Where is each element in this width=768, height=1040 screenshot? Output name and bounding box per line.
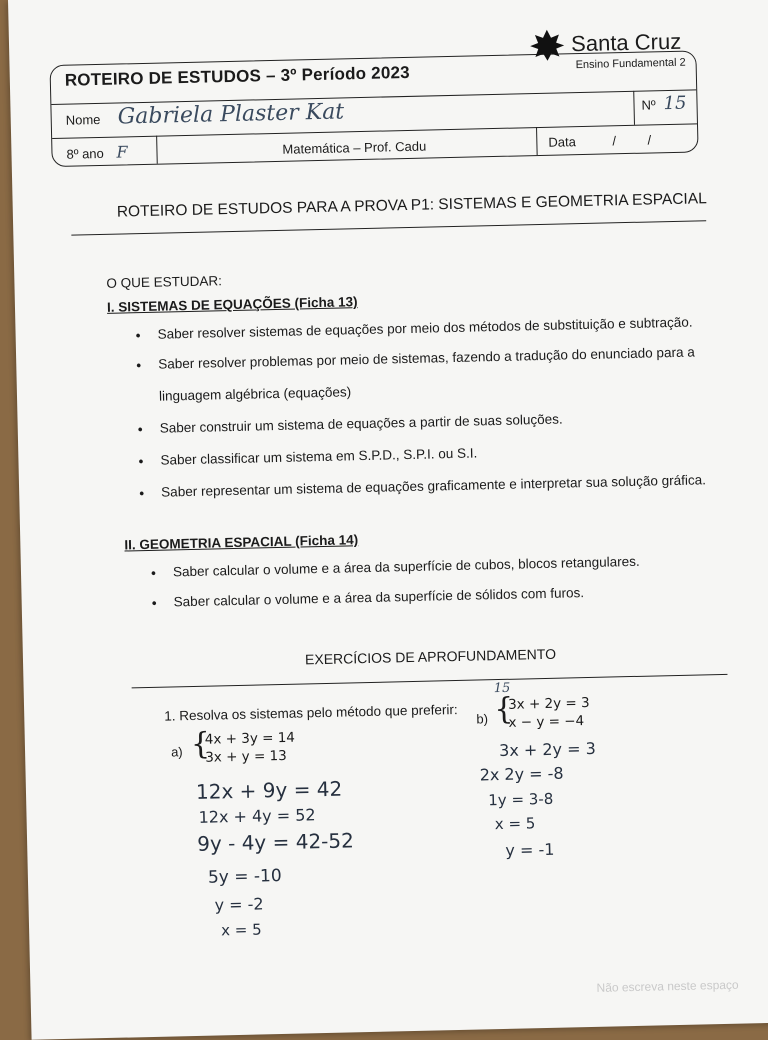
work-a-line-2: 12x + 4y = 52 <box>198 805 316 827</box>
worksheet-page <box>8 0 768 1040</box>
b-equation-2: x − y = −4 <box>508 713 585 731</box>
number-separator <box>633 91 635 125</box>
a-equation-1: 4x + 3y = 14 <box>204 729 296 748</box>
a-equation-2: 3x + y = 13 <box>205 747 287 766</box>
leaf-icon <box>529 27 566 62</box>
header-title-suffix: 3º Período 2023 <box>280 62 410 85</box>
date-label: Data <box>548 134 576 150</box>
item-b-label: b) <box>476 711 489 727</box>
name-handwritten: Gabriela Plaster Kat <box>117 99 345 130</box>
work-b-line-5: y = -1 <box>505 839 555 860</box>
grade-label: 8º ano <box>66 145 104 162</box>
work-a-line-1: 12x + 9y = 42 <box>195 776 343 804</box>
date-value: / / <box>612 132 666 149</box>
b-equation-1: 3x + 2y = 3 <box>507 694 590 713</box>
title-rule <box>71 220 706 235</box>
section1-item-1: • Saber resolver sistemas de equações por meio dos métodos de substituição e subtração. <box>157 315 692 342</box>
header-divider-top <box>51 89 696 105</box>
section1-item-2-cont: linguagem algébrica (equações) <box>158 384 352 404</box>
name-label: Nome <box>65 111 101 128</box>
section1-item-5: • Saber representar um sistema de equações graficamente e interpretar sua solução gráfica. <box>161 472 706 499</box>
work-b-line-4: x = 5 <box>494 814 536 834</box>
work-a-line-4: 5y = -10 <box>207 866 282 888</box>
exercises-title: EXERCÍCIOS DE APROFUNDAMENTO <box>304 645 557 668</box>
work-a-line-6: x = 5 <box>220 920 262 940</box>
brand-logo <box>529 27 566 67</box>
section1-item-3: • Saber construir um sistema de equações a partir de suas soluções. <box>160 412 563 436</box>
brand-name: Santa Cruz <box>570 28 682 57</box>
header-title-prefix: ROTEIRO DE ESTUDOS – <box>64 65 276 90</box>
section1-item-4: • Saber classificar um sistema em S.P.D., S.P.I. ou S.I. <box>160 445 477 467</box>
footer-faint-text: Não escreva neste espaço <box>596 977 739 995</box>
date-separator <box>536 127 538 155</box>
work-b-line-3: 1y = 3-8 <box>488 789 554 810</box>
item-a-label: a) <box>170 744 183 760</box>
work-a-line-5: y = -2 <box>214 894 264 915</box>
main-title: ROTEIRO DE ESTUDOS PARA A PROVA P1: SISTEMAS E GEOMETRIA ESPACIAL <box>116 190 707 221</box>
grade-separator <box>156 136 158 164</box>
number-handwritten: 15 <box>663 92 687 115</box>
work-b-line-2: 2x 2y = -8 <box>479 763 564 785</box>
brace-a: { <box>190 726 211 763</box>
section2-item-1: • Saber calcular o volume e a área da superfície de cubos, blocos retangulares. <box>173 554 640 580</box>
section2-item-2: • Saber calcular o volume e a área da superfície de sólidos com furos. <box>174 585 585 609</box>
brand-subtitle: Ensino Fundamental 2 <box>575 56 686 72</box>
study-heading: O QUE ESTUDAR: <box>106 273 223 291</box>
section1-title: I. SISTEMAS DE EQUAÇÕES (Ficha 13) <box>106 294 358 315</box>
work-a-line-3: 9y - 4y = 42-52 <box>196 828 355 856</box>
section1-item-2: • Saber resolver problemas por meio de sistemas, fazendo a tradução do enunciado para a <box>158 345 695 372</box>
header-title <box>65 63 410 91</box>
brace-b: { <box>493 691 514 728</box>
b-handwritten-note: 15 <box>493 680 511 697</box>
section2-title: II. GEOMETRIA ESPACIAL (Ficha 14) <box>124 532 359 553</box>
work-b-line-1: 3x + 2y = 3 <box>498 738 596 761</box>
question-1: 1. Resolva os sistemas pelo método que preferir: <box>164 701 458 724</box>
grade-class-handwritten: F <box>116 142 128 162</box>
subject-label: Matemática – Prof. Cadu <box>282 138 427 157</box>
exercises-rule <box>132 674 728 689</box>
number-label: Nº <box>641 97 656 113</box>
